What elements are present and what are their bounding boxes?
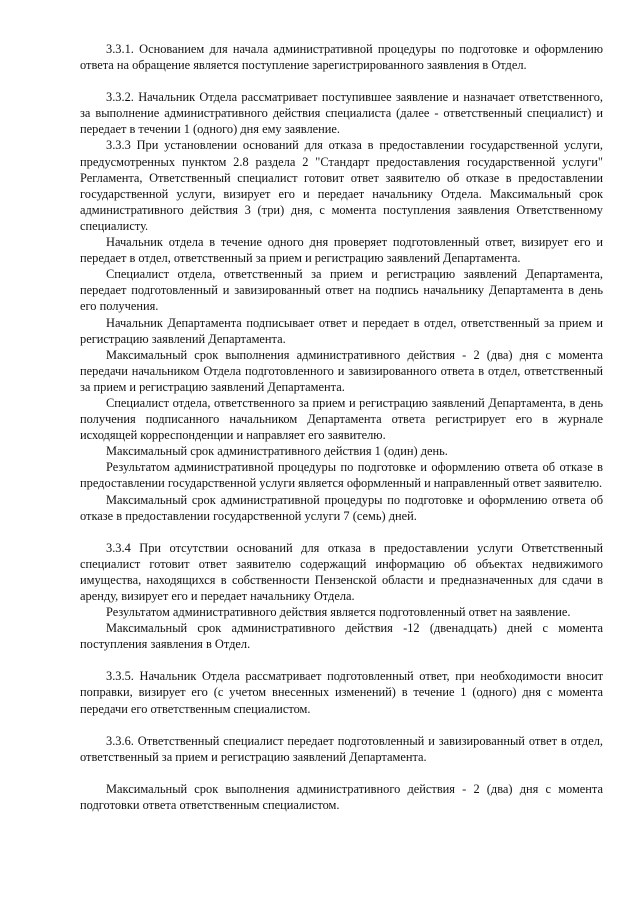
paragraph-3-3-1: 3.3.1. Основанием для начала административной процедуры по подготовке и оформлению ответа на обращение является поступление зарегистрированного заявления в Отдел. [80,42,603,73]
paragraph-3-3-4: 3.3.4 При отсутствии оснований для отказа в предоставлении услуги Ответственный специалист готовит ответ заявителю содержащий информацию об объектах недвижимого имущества, находящихся в собственности Пензенской области и предназначенных для сдачи в аренду, визирует его и передает начальнику Отдела. [80,540,603,603]
paragraph-3-3-3: 3.3.3 При установлении оснований для отказа в предоставлении государственной услуги, предусмотренных пунктом 2.8 раздела 2 "Стандарт предоставления государственной услуги" Регламента, Ответственный специалист готовит ответ заявителю об отказе в предоставлении государственной услуги, визирует его и передает начальнику Отдела. Максимальный срок административного действия 3 (три) дня, с момента поступления заявления Ответственному специалисту. [80,138,603,233]
paragraph-refusal-result: Результатом административной процедуры по подготовке и оформлению ответа об отказе в предоставлении государственной услуги является оформленный и направленный ответ заявителю. [80,460,603,491]
paragraph-3-3-2: 3.3.2. Начальник Отдела рассматривает поступившее заявление и назначает ответственного, за выполнение административного действия специалиста (далее - ответственный специалист) и передает в течении 1 (одного) дня ему заявление. [80,90,603,137]
paragraph-3-3-6: 3.3.6. Ответственный специалист передает подготовленный и завизированный ответ в отдел, ответственный за прием и регистрацию заявлений Департамента. [80,733,603,764]
paragraph-head-review: Начальник отдела в течение одного дня проверяет подготовленный ответ, визирует его и передает в отдел, ответственный за прием и регистрацию заявлений Департамента. [80,235,603,266]
document-page [80,41,603,813]
paragraph-max-term-two-days: Максимальный срок выполнения административного действия - 2 (два) дня с момента передачи начальником Отдела подготовленного и завизированного ответа в отдел, ответственный за прием и регистрацию заявлений Департамента. [80,347,603,394]
paragraph-final-max-term: Максимальный срок выполнения административного действия - 2 (два) дня с момента подготовки ответа ответственным специалистом. [80,781,603,812]
paragraph-3-3-5: 3.3.5. Начальник Отдела рассматривает подготовленный ответ, при необходимости вносит поправки, визирует его (с учетом внесенных изменений) в течение 1 (одного) дня с момента передачи его ответственным специалистом. [80,669,603,716]
paragraph-twelve-days: Максимальный срок административного действия -12 (двенадцать) дней с момента поступления заявления в Отдел. [80,621,603,652]
paragraph-specialist-transfer: Специалист отдела, ответственный за прием и регистрацию заявлений Департамента, передает подготовленный и завизированный ответ на подпись начальнику Департамента в день его получения. [80,267,603,314]
paragraph-registration: Специалист отдела, ответственного за прием и регистрацию заявлений Департамента, в день получения подписанного начальником Департамента ответа регистрирует его в журнале исходящей корреспонденции и направляет его заявителю. [80,395,603,443]
paragraph-answer-result: Результатом административного действия является подготовленный ответ на заявление. [106,605,571,620]
paragraph-department-head-signs: Начальник Департамента подписывает ответ и передает в отдел, ответственный за прием и регистрацию заявлений Департамента. [80,315,603,346]
paragraph-max-term-one-day: Максимальный срок административного действия 1 (один) день. [106,444,448,459]
paragraph-refusal-max-term: Максимальный срок административной процедуры по подготовке и оформлению ответа об отказе в предоставлении государственной услуги 7 (семь) дней. [80,492,603,523]
